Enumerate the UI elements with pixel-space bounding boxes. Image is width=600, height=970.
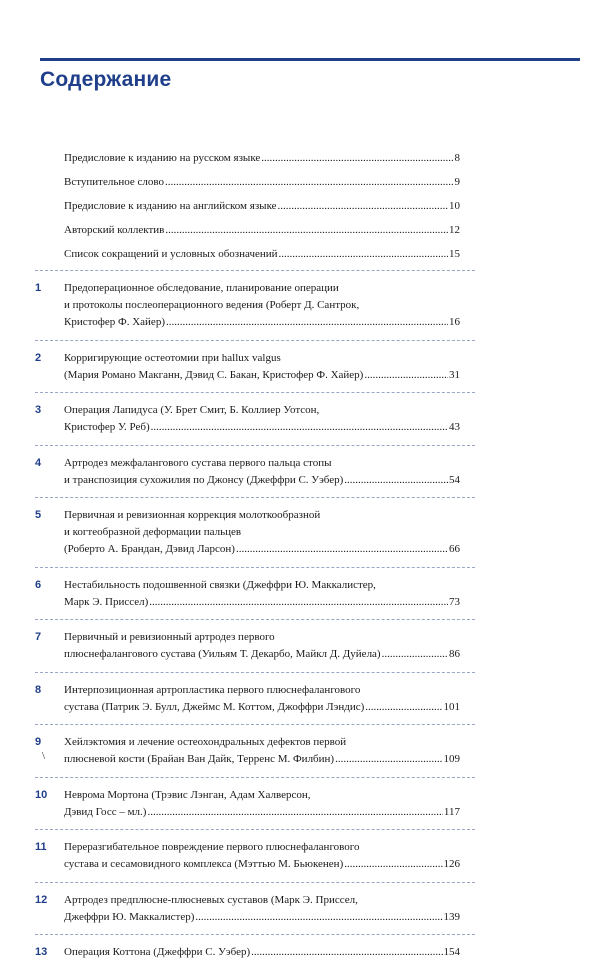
chapter-entry[interactable] <box>0 402 600 436</box>
entry-line: Первичный и ревизионный артродез первого <box>64 631 275 643</box>
entry-title: (Мария Романо Макганн, Дэвид С. Бакан, Кристофер Ф. Хайер) <box>64 368 364 381</box>
entry-title: сустава и сесамовидного комплекса (Мэттью М. Бьюкенен) <box>64 858 344 870</box>
chapter-number: 6 <box>35 578 42 591</box>
header-rule <box>40 58 580 61</box>
chapter-entry[interactable] <box>0 892 600 926</box>
entry-last-line <box>64 174 460 191</box>
entry-last-line <box>64 856 460 873</box>
entry-text <box>64 350 460 384</box>
page-number: 139 <box>443 910 460 923</box>
entry-line: Интерпозиционная артропластика первого плюснефалангового <box>64 683 361 696</box>
chapter-number: 13 <box>35 946 48 958</box>
front-matter-entry[interactable] <box>0 246 600 263</box>
entry-text <box>64 682 460 716</box>
page-number: 54 <box>449 473 460 486</box>
entry-text <box>64 507 460 558</box>
chapter-number: 1 <box>35 282 42 294</box>
dot-leader <box>165 174 454 191</box>
entry-title: Предисловие к изданию на русском языке <box>64 152 261 164</box>
page-number: 109 <box>443 753 460 765</box>
entry-text <box>64 787 460 821</box>
entry-separator <box>35 777 475 778</box>
chapter-number: 3 <box>35 404 42 416</box>
entry-separator <box>35 829 475 830</box>
dot-leader <box>279 246 448 263</box>
chapter-number: 7 <box>35 631 42 643</box>
entry-text <box>64 577 460 611</box>
entry-text <box>64 174 460 191</box>
entry-text <box>64 629 460 663</box>
chapter-list <box>0 270 600 961</box>
entry-title: (Роберто А. Брандан, Дэвид Ларсон) <box>64 543 235 555</box>
entry-line: Нестабильность подошвенной связки (Джеффри Ю. Маккалистер, <box>64 578 376 591</box>
entry-separator <box>35 270 475 271</box>
entry-separator <box>35 934 475 935</box>
entry-line: Предоперационное обследование, планирование операции <box>64 282 339 294</box>
entry-last-line <box>64 699 460 716</box>
chapter-number: 12 <box>35 893 48 906</box>
dot-leader <box>344 856 442 873</box>
dot-leader <box>165 222 448 239</box>
entry-last-line <box>64 804 460 821</box>
front-matter-entry[interactable] <box>0 198 600 215</box>
chapter-entry[interactable] <box>0 455 600 489</box>
page-number: 10 <box>449 200 460 212</box>
dot-leader <box>195 909 442 926</box>
dot-leader <box>149 594 448 611</box>
page-number: 16 <box>449 316 460 328</box>
page-number: 9 <box>454 176 460 188</box>
chapter-number: 9 <box>35 736 42 748</box>
chapter-entry[interactable] <box>0 577 600 611</box>
page-number: 66 <box>449 543 460 555</box>
entry-separator <box>35 619 475 620</box>
dot-leader <box>261 150 453 167</box>
entry-title: Авторский коллектив <box>64 224 165 236</box>
entry-line: Переразгибательное повреждение первого плюснефалангового <box>64 841 360 853</box>
entry-text <box>64 839 460 873</box>
table-of-contents <box>0 150 600 970</box>
page-number: 8 <box>454 152 460 164</box>
entry-last-line <box>64 541 460 558</box>
entry-title: Список сокращений и условных обозначений <box>64 248 278 260</box>
stray-mark: \ <box>42 750 46 762</box>
entry-last-line <box>64 944 460 961</box>
entry-separator <box>35 672 475 673</box>
entry-line: и протоколы послеоперационного ведения (Роберт Д. Сантрок, <box>64 299 360 311</box>
entry-text <box>64 455 460 489</box>
entry-separator <box>35 340 475 341</box>
entry-title: Дэвид Госс – мл.) <box>64 805 147 818</box>
page-number: 73 <box>449 595 460 608</box>
entry-title: Операция Коттона (Джеффри С. Уэбер) <box>64 946 251 958</box>
entry-title: Предисловие к изданию на английском языке <box>64 200 277 212</box>
page-number: 154 <box>443 946 460 958</box>
entry-last-line <box>64 198 460 215</box>
entry-title: Кристофер У. Реб) <box>64 421 150 433</box>
chapter-number: 10 <box>35 788 48 801</box>
entry-text <box>64 734 460 768</box>
page-title: Содержание <box>40 68 172 91</box>
entry-line: Артродез межфалангового сустава первого пальца стопы <box>64 456 332 469</box>
entry-separator <box>35 724 475 725</box>
dot-leader <box>151 419 448 436</box>
entry-last-line <box>64 367 460 384</box>
chapter-entry[interactable] <box>0 350 600 384</box>
entry-last-line <box>64 246 460 263</box>
dot-leader <box>365 699 442 716</box>
chapter-number: 2 <box>35 351 42 364</box>
entry-text <box>64 402 460 436</box>
entry-title: сустава (Патрик Э. Булл, Джеймс М. Коттом, Джоффри Лэндис) <box>64 700 365 713</box>
entry-last-line <box>64 909 460 926</box>
entry-title: плюснефалангового сустава (Уильям Т. Декарбо, Майкл Д. Дуйела) <box>64 648 381 660</box>
entry-last-line <box>64 472 460 489</box>
chapter-entry[interactable] <box>0 839 600 873</box>
page-number: 101 <box>443 700 460 713</box>
entry-last-line <box>64 222 460 239</box>
entry-text <box>64 150 460 167</box>
chapter-entry[interactable] <box>0 734 600 768</box>
dot-leader <box>344 472 448 489</box>
chapter-entry[interactable] <box>0 507 600 558</box>
page-number: 126 <box>443 858 460 870</box>
entry-separator <box>35 392 475 393</box>
front-matter-entry[interactable] <box>0 174 600 191</box>
chapter-number: 11 <box>35 841 47 853</box>
entry-line: Первичная и ревизионная коррекция молоткообразной <box>64 509 321 521</box>
chapter-entry[interactable] <box>0 682 600 716</box>
entry-text <box>64 222 460 239</box>
page-number: 117 <box>443 805 460 818</box>
front-matter-entry[interactable] <box>0 150 600 167</box>
entry-separator <box>35 567 475 568</box>
entry-separator <box>35 497 475 498</box>
dot-leader <box>166 314 448 331</box>
entry-title: Марк Э. Приссел) <box>64 595 149 608</box>
entry-last-line <box>64 150 460 167</box>
entry-title: плюсневой кости (Брайан Ван Дайк, Терренс М. Филбин) <box>64 753 335 765</box>
dot-leader <box>251 944 442 961</box>
chapter-number: 8 <box>35 683 42 696</box>
chapter-entry[interactable] <box>0 280 600 331</box>
entry-last-line <box>64 646 460 663</box>
page-number: 15 <box>449 248 460 260</box>
entry-line: и когтеобразной деформации пальцев <box>64 526 242 538</box>
entry-text <box>64 198 460 215</box>
dot-leader <box>364 367 448 384</box>
entry-text <box>64 892 460 926</box>
entry-text <box>64 280 460 331</box>
chapter-entry[interactable] <box>0 787 600 821</box>
entry-last-line <box>64 594 460 611</box>
front-matter-list <box>0 150 600 263</box>
page-number: 86 <box>449 648 460 660</box>
entry-text <box>64 246 460 263</box>
entry-title: Кристофер Ф. Хайер) <box>64 316 165 328</box>
entry-line: Операция Лапидуса (У. Брет Смит, Б. Коллиер Уотсон, <box>64 404 320 416</box>
page-number: 43 <box>449 421 460 433</box>
dot-leader <box>335 751 442 768</box>
entry-text <box>64 944 460 961</box>
chapter-entry[interactable] <box>0 629 600 663</box>
entry-last-line <box>64 314 460 331</box>
entry-line: Корригирующие остеотомии при hallux valgus <box>64 351 281 364</box>
entry-title: Вступительное слово <box>64 176 164 188</box>
entry-separator <box>35 882 475 883</box>
page-number: 12 <box>449 224 460 236</box>
entry-separator <box>35 445 475 446</box>
entry-line: Неврома Мортона (Трэвис Лэнган, Адам Халверсон, <box>64 788 311 801</box>
chapter-entry[interactable] <box>0 944 600 961</box>
dot-leader <box>382 646 448 663</box>
entry-last-line <box>64 419 460 436</box>
chapter-number: 5 <box>35 509 42 521</box>
entry-title: Джеффри Ю. Маккалистер) <box>64 910 195 923</box>
dot-leader <box>147 804 442 821</box>
entry-last-line <box>64 751 460 768</box>
chapter-number: 4 <box>35 456 42 469</box>
dot-leader <box>236 541 448 558</box>
entry-title: и транспозиция сухожилия по Джонсу (Джеффри С. Уэбер) <box>64 473 344 486</box>
dot-leader <box>278 198 448 215</box>
entry-line: Артродез предплюсне-плюсневых суставов (Марк Э. Приссел, <box>64 893 358 906</box>
front-matter-entry[interactable] <box>0 222 600 239</box>
entry-line: Хейлэктомия и лечение остеохондральных дефектов первой <box>64 736 347 748</box>
page-number: 31 <box>449 368 460 381</box>
